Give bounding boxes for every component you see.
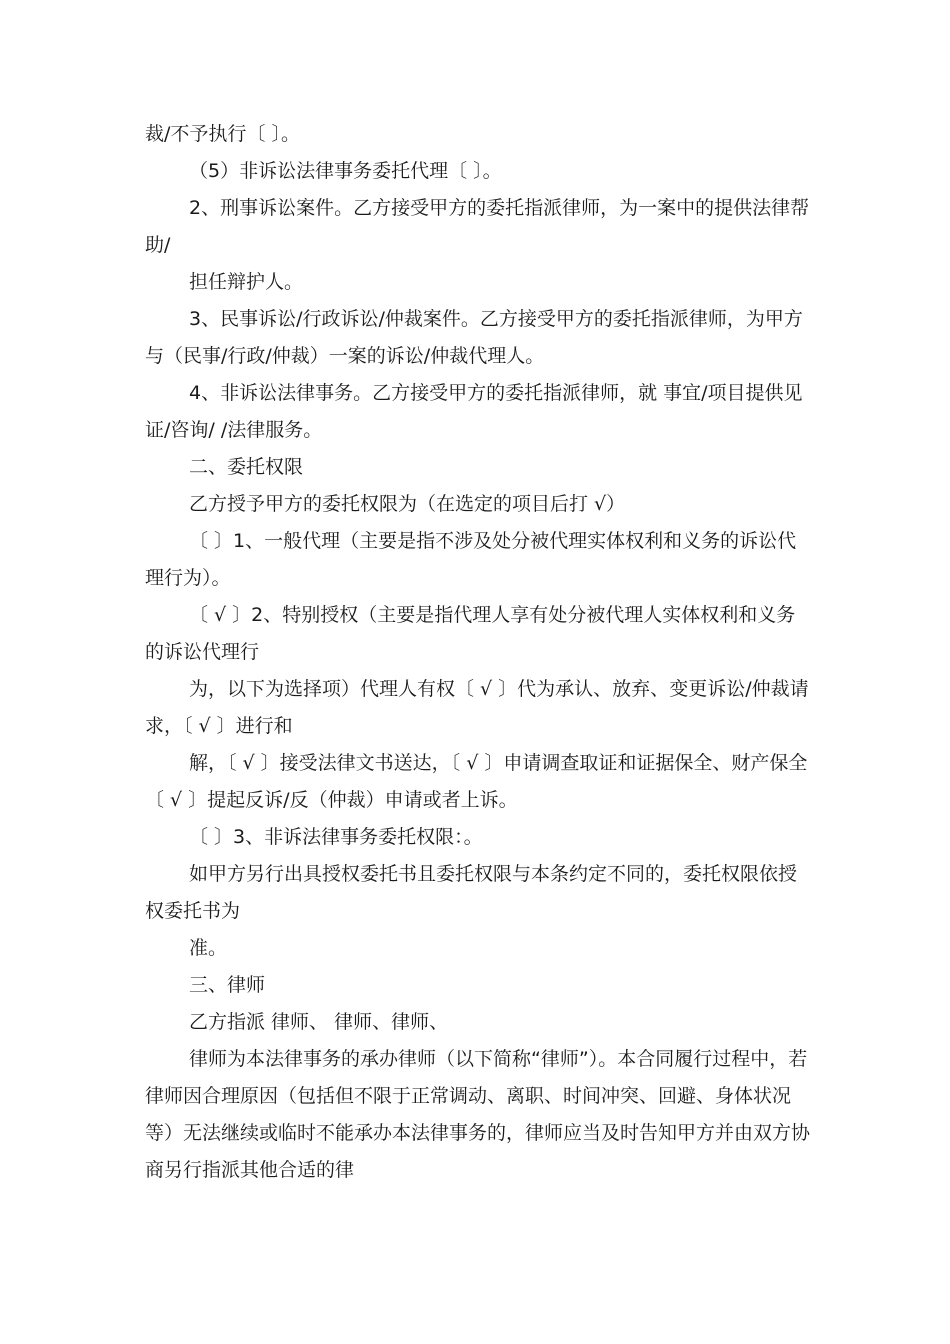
paragraph: 准。: [189, 937, 228, 959]
document-body: [145, 116, 810, 1189]
paragraph: 担任辩护人。: [189, 271, 304, 293]
paragraph: 3、民事诉讼/行政诉讼/仲裁案件。乙方接受甲方的委托指派律师，为甲方与（民事/行政/仲裁）一案的诉讼/仲裁代理人。: [145, 308, 803, 367]
paragraph: 乙方授予甲方的委托权限为（在选定的项目后打 √）: [189, 493, 626, 515]
paragraph: 〔 √ 〕2、特别授权（主要是指代理人享有处分被代理人实体权利和义务的诉讼代理行: [145, 604, 796, 663]
paragraph: 如甲方另行出具授权委托书且委托权限与本条约定不同的，委托权限依授权委托书为: [145, 863, 798, 922]
paragraph: 4、非诉讼法律事务。乙方接受甲方的委托指派律师，就 事宜/项目提供见证/咨询/ /法律服务。: [145, 382, 803, 441]
paragraph: 解，〔 √ 〕接受法律文书送达，〔 √ 〕申请调查取证和证据保全、财产保全〔 √ 〕提起反诉/反（仲裁）申请或者上诉。: [145, 752, 808, 811]
section-heading: 二、委托权限: [189, 456, 304, 478]
section-heading: 三、律师: [189, 974, 266, 996]
paragraph: 2、刑事诉讼案件。乙方接受甲方的委托指派律师，为一案中的提供法律帮助/: [145, 197, 810, 256]
paragraph: 〔 〕3、非诉法律事务委托权限：。: [189, 826, 483, 848]
paragraph: 律师为本法律事务的承办律师（以下简称“律师”）。本合同履行过程中，若律师因合理原因（包括但不限于正常调动、离职、时间冲突、回避、身体状况等）无法继续或临时不能承办本法律事务的，律师应当及时告知甲方并由双方协商另行指派其他合适的律: [145, 1048, 811, 1181]
paragraph: 乙方指派 律师、 律师、律师、: [189, 1011, 449, 1033]
paragraph: 裁/不予执行〔 〕。: [145, 123, 300, 145]
paragraph: 为，以下为选择项）代理人有权〔 √ 〕代为承认、放弃、变更诉讼/仲裁请求，〔 √ 〕进行和: [145, 678, 809, 737]
paragraph: （5）非诉讼法律事务委托代理〔 〕。: [189, 160, 502, 182]
paragraph: 〔 〕1、一般代理（主要是指不涉及处分被代理实体权利和义务的诉讼代理行为）。: [145, 530, 797, 589]
